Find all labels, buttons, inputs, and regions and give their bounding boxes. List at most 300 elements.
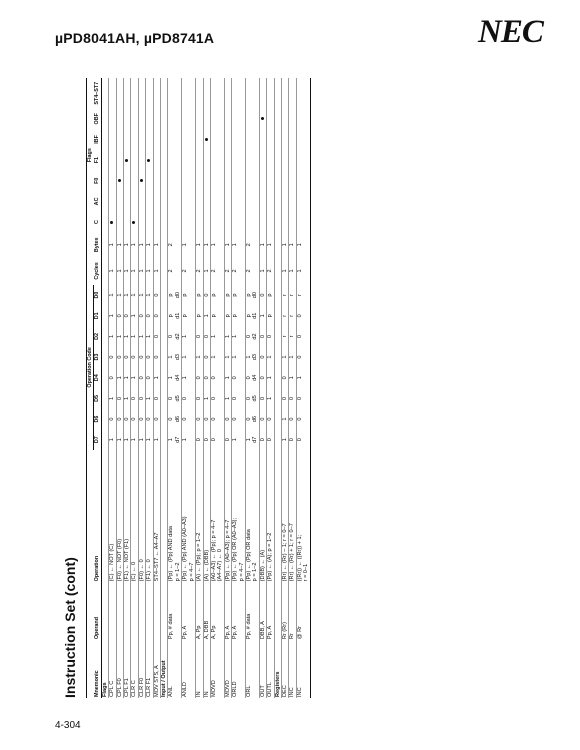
flag-ibf-cell bbox=[224, 129, 231, 150]
flag-f0-cell bbox=[138, 170, 145, 191]
bit-value: 0 bbox=[146, 376, 153, 380]
flag-c-cell bbox=[153, 212, 160, 233]
opcode-bit-d4 bbox=[182, 367, 196, 388]
flag-f0-cell bbox=[203, 170, 210, 191]
opcode-bit-d3 bbox=[203, 347, 210, 368]
bit-value: 1 bbox=[146, 396, 153, 400]
bit-value: p bbox=[168, 314, 175, 318]
table-row bbox=[182, 78, 196, 698]
table-row bbox=[168, 78, 182, 698]
cycles-cell: 1 bbox=[259, 257, 266, 285]
opcode-bit-d0 bbox=[267, 285, 274, 306]
flag-f0-cell bbox=[259, 170, 266, 191]
opcode-bit-d1 bbox=[196, 305, 203, 326]
operand-cell bbox=[109, 582, 116, 640]
col-header-operand: Operand bbox=[94, 582, 101, 640]
bit-value: 0 bbox=[131, 417, 138, 421]
cycles-cell: 1 bbox=[131, 257, 138, 285]
mnemonic-cell: MOVD bbox=[224, 640, 231, 698]
bit-value: 0 bbox=[196, 334, 203, 338]
data-bit: d0 bbox=[252, 291, 259, 299]
bit-value: 1 bbox=[168, 438, 175, 442]
operation-cell bbox=[138, 450, 145, 582]
flag-f1-cell bbox=[289, 150, 296, 171]
bit-value: 0 bbox=[182, 417, 189, 421]
mnemonic-cell: CLR F0 bbox=[138, 640, 145, 698]
operation-cell bbox=[210, 450, 224, 582]
operation-cell bbox=[296, 450, 310, 582]
opcode-bit-d3 bbox=[182, 347, 196, 368]
opcode-bit-d5 bbox=[289, 388, 296, 409]
bit-value: p bbox=[267, 314, 274, 318]
flag-f1-cell bbox=[259, 150, 266, 171]
operation-line: (Pp) ← (Pp) AND (A0–A3) bbox=[182, 516, 189, 582]
opcode-bit-d1 bbox=[153, 305, 160, 326]
opcode-bit-d4 bbox=[289, 367, 296, 388]
operand-cell: Pp, A bbox=[182, 582, 196, 640]
operation-line: (DBB) ← (A) bbox=[259, 549, 266, 582]
mnemonic-cell: MOV STS, A bbox=[153, 640, 160, 698]
bit-value: 1 bbox=[138, 293, 145, 297]
bit-value: 0 bbox=[153, 396, 160, 400]
opcode-bit-d2 bbox=[289, 326, 296, 347]
bit-value: 1 bbox=[224, 334, 231, 338]
flag-obf-cell bbox=[138, 108, 145, 129]
bit-value: 1 bbox=[138, 438, 145, 442]
flag-f0-cell bbox=[182, 170, 196, 191]
flag-ibf-cell bbox=[210, 129, 224, 150]
opcode-bit-d7 bbox=[153, 429, 160, 450]
flag-f1-cell bbox=[203, 150, 210, 171]
operation-cell bbox=[232, 450, 246, 582]
bit-value: 1 bbox=[196, 355, 203, 359]
flag-f0-cell bbox=[196, 170, 203, 191]
cycles-cell: 2 bbox=[224, 257, 231, 285]
table-row bbox=[146, 78, 153, 698]
operand-cell: Rr bbox=[289, 582, 296, 640]
opcode-bit-d4 bbox=[259, 367, 266, 388]
flag-st-cell bbox=[153, 78, 160, 108]
operand-cell: Pp, A bbox=[224, 582, 231, 640]
opcode-bit-d3 bbox=[146, 347, 153, 368]
opcode-bit-d3 bbox=[131, 347, 138, 368]
operation-line: (Pp) ← (Pp) OR (A0–A3); bbox=[232, 517, 239, 582]
cycles-cell: 2 bbox=[168, 257, 182, 285]
bit-value: 0 bbox=[267, 438, 274, 442]
flag-f0-cell bbox=[124, 170, 131, 191]
flag-f0-cell bbox=[168, 170, 182, 191]
operation-line: p = 4–7 bbox=[188, 562, 195, 582]
data-bit: d2 bbox=[174, 333, 181, 340]
document-title: µPD8041AH, µPD8741A bbox=[55, 30, 215, 46]
col-header-f0: F0 bbox=[94, 170, 101, 191]
flag-f1-cell bbox=[267, 150, 274, 171]
table-row bbox=[267, 78, 274, 698]
bit-value: 1 bbox=[116, 334, 123, 338]
bit-value: 0 bbox=[131, 396, 138, 400]
table-row bbox=[131, 78, 138, 698]
bit-value: 0 bbox=[259, 376, 266, 380]
data-bit: d5 bbox=[252, 395, 259, 402]
data-bit: d4 bbox=[252, 374, 259, 381]
flag-obf-cell bbox=[196, 108, 203, 129]
mnemonic-cell: CPL C bbox=[109, 640, 116, 698]
opcode-bit-d0 bbox=[281, 285, 288, 306]
flag-ac-cell bbox=[224, 191, 231, 212]
flag-f1-cell bbox=[168, 150, 182, 171]
opcode-bit-d0 bbox=[245, 285, 259, 306]
operation-cell bbox=[109, 450, 116, 582]
operand-cell: A, DBB bbox=[203, 582, 210, 640]
opcode-bit-d1 bbox=[146, 305, 153, 326]
operation-cell bbox=[281, 450, 288, 582]
opcode-bit-d2 bbox=[232, 326, 246, 347]
bit-value: 0 bbox=[196, 396, 203, 400]
cycles-cell: 1 bbox=[289, 257, 296, 285]
bit-value: 0 bbox=[116, 396, 123, 400]
bit-value: 0 bbox=[259, 293, 266, 297]
bit-value: 0 bbox=[153, 334, 160, 338]
opcode-bit-d5 bbox=[116, 388, 123, 409]
data-bit: d6 bbox=[174, 415, 181, 423]
opcode-bit-d2 bbox=[116, 326, 123, 347]
flag-f1-cell bbox=[245, 150, 259, 171]
data-bit: d3 bbox=[252, 353, 259, 361]
opcode-bit-d4 bbox=[138, 367, 145, 388]
bit-value: 0 bbox=[296, 396, 303, 400]
opcode-bit-d6 bbox=[289, 409, 296, 430]
bytes-cell: 1 bbox=[116, 232, 123, 257]
bytes-cell: 1 bbox=[203, 232, 210, 257]
flag-c-cell bbox=[146, 212, 153, 233]
flag-obf-cell bbox=[267, 108, 274, 129]
bit-value: 1 bbox=[245, 438, 252, 442]
opcode-bit-d7 bbox=[289, 429, 296, 450]
operation-cell bbox=[259, 450, 266, 582]
opcode-bit-d4 bbox=[224, 367, 231, 388]
data-bit: d2 bbox=[252, 333, 259, 340]
operation-cell bbox=[196, 450, 203, 582]
bit-value: p bbox=[210, 314, 217, 318]
table-row bbox=[138, 78, 145, 698]
bytes-cell: 1 bbox=[109, 232, 116, 257]
operation-line: (F0) ← NOT (F0) bbox=[116, 538, 123, 582]
bytes-cell: 1 bbox=[124, 232, 131, 257]
opcode-bit-d5 bbox=[232, 388, 246, 409]
bit-value: 1 bbox=[116, 293, 123, 297]
bit-value: 0 bbox=[138, 355, 145, 359]
opcode-bit-d0 bbox=[168, 285, 182, 306]
flag-st-cell bbox=[138, 78, 145, 108]
opcode-bit-d2 bbox=[281, 326, 288, 347]
bit-value: p bbox=[245, 293, 252, 297]
data-bit: d4 bbox=[174, 374, 181, 381]
flag-ibf-cell bbox=[124, 129, 131, 150]
operation-line: (F0) ← 0 bbox=[138, 559, 145, 582]
flag-ac-cell bbox=[289, 191, 296, 212]
opcode-bit-d7 bbox=[232, 429, 246, 450]
opcode-bit-d1 bbox=[116, 305, 123, 326]
opcode-bit-d6 bbox=[267, 409, 274, 430]
flag-ibf-cell bbox=[109, 129, 116, 150]
col-header-d1: D1 bbox=[94, 305, 101, 326]
opcode-bit-d4 bbox=[124, 367, 131, 388]
opcode-bit-d7 bbox=[124, 429, 131, 450]
operation-line: ST4–ST7 ← A4–A7 bbox=[153, 532, 160, 582]
flag-c-cell bbox=[289, 212, 296, 233]
opcode-bit-d1 bbox=[131, 305, 138, 326]
operand-cell: @ Rr bbox=[296, 582, 310, 640]
bit-value: 0 bbox=[232, 376, 239, 380]
bit-value: 1 bbox=[210, 355, 217, 359]
flag-f0-cell bbox=[146, 170, 153, 191]
bit-value: 1 bbox=[289, 355, 296, 359]
bit-value: p bbox=[224, 293, 231, 297]
bit-value: 1 bbox=[232, 355, 239, 359]
bytes-cell: 1 bbox=[267, 232, 274, 257]
operation-cell bbox=[267, 450, 274, 582]
opcode-bit-d1 bbox=[267, 305, 274, 326]
bit-value: 0 bbox=[153, 417, 160, 421]
operand-cell: DBB, A bbox=[259, 582, 266, 640]
table-row bbox=[210, 78, 224, 698]
col-header-d7: D7 bbox=[94, 429, 101, 450]
flag-c-cell bbox=[196, 212, 203, 233]
opcode-bit-d4 bbox=[203, 367, 210, 388]
flag-affected-dot bbox=[118, 179, 121, 182]
opcode-bit-d6 bbox=[232, 409, 246, 430]
cycles-cell: 2 bbox=[182, 257, 196, 285]
opcode-bit-d2 bbox=[224, 326, 231, 347]
bit-value: 0 bbox=[203, 376, 210, 380]
bit-value: 1 bbox=[203, 396, 210, 400]
bit-value: 0 bbox=[245, 376, 252, 380]
opcode-bit-d7 bbox=[267, 429, 274, 450]
bit-value: 1 bbox=[109, 334, 116, 338]
operation-cell bbox=[289, 450, 296, 582]
flag-affected-dot bbox=[110, 221, 113, 224]
flag-c-cell bbox=[203, 212, 210, 233]
table-row bbox=[289, 78, 296, 698]
bit-value: 1 bbox=[124, 438, 131, 442]
opcode-bit-d1 bbox=[138, 305, 145, 326]
opcode-bit-d0 bbox=[210, 285, 224, 306]
data-bit: d1 bbox=[174, 312, 181, 319]
flag-f0-cell bbox=[232, 170, 246, 191]
opcode-bit-d0 bbox=[296, 285, 310, 306]
operand-cell: A, Pp bbox=[196, 582, 203, 640]
bit-value: 0 bbox=[138, 376, 145, 380]
flag-c-cell bbox=[168, 212, 182, 233]
opcode-bit-d6 bbox=[182, 409, 196, 430]
flag-f1-cell bbox=[146, 150, 153, 171]
opcode-bit-d5 bbox=[203, 388, 210, 409]
bit-value: 0 bbox=[245, 334, 252, 338]
flag-ac-cell bbox=[296, 191, 310, 212]
opcode-group-header: Operation Code bbox=[87, 285, 94, 450]
bit-value: r bbox=[296, 294, 303, 297]
cycles-cell: 1 bbox=[124, 257, 131, 285]
opcode-bit-d2 bbox=[124, 326, 131, 347]
opcode-bit-d5 bbox=[131, 388, 138, 409]
bit-value: 0 bbox=[210, 417, 217, 421]
bit-value: 0 bbox=[232, 417, 239, 421]
opcode-bit-d4 bbox=[210, 367, 224, 388]
header-row-groups bbox=[87, 78, 94, 698]
bit-value: 0 bbox=[131, 355, 138, 359]
opcode-bit-d0 bbox=[131, 285, 138, 306]
flag-st-cell bbox=[210, 78, 224, 108]
bit-value: 0 bbox=[203, 438, 210, 442]
opcode-bit-d6 bbox=[168, 409, 182, 430]
bit-value: 1 bbox=[267, 355, 274, 359]
flag-st-cell bbox=[196, 78, 203, 108]
bit-value: p bbox=[196, 293, 203, 297]
data-bit: d7 bbox=[252, 436, 259, 443]
instruction-set-table bbox=[86, 78, 311, 698]
mnemonic-cell: IN bbox=[196, 640, 203, 698]
bit-value: 1 bbox=[232, 438, 239, 442]
bytes-cell: 1 bbox=[259, 232, 266, 257]
flag-f1-cell bbox=[224, 150, 231, 171]
mnemonic-cell: OUT bbox=[259, 640, 266, 698]
flag-f1-cell bbox=[153, 150, 160, 171]
bytes-cell: 1 bbox=[289, 232, 296, 257]
opcode-bit-d4 bbox=[196, 367, 203, 388]
bit-value: 1 bbox=[203, 314, 210, 318]
table-title: Instruction Set (cont) bbox=[62, 557, 78, 698]
flag-c-cell bbox=[224, 212, 231, 233]
operation-cell bbox=[153, 450, 160, 582]
flag-obf-cell bbox=[210, 108, 224, 129]
bytes-cell: 1 bbox=[131, 232, 138, 257]
flag-st-cell bbox=[224, 78, 231, 108]
operation-line: (A) ← (Pp); p = 1–2 bbox=[196, 532, 203, 582]
flag-f0-cell bbox=[109, 170, 116, 191]
bit-value: p bbox=[168, 293, 175, 297]
operation-line: p = 1–2 bbox=[174, 562, 181, 582]
opcode-bit-d0 bbox=[138, 285, 145, 306]
flag-ac-cell bbox=[168, 191, 182, 212]
operation-line: (F1) ← NOT (F1) bbox=[124, 538, 131, 582]
flag-f0-cell bbox=[153, 170, 160, 191]
flag-ac-cell bbox=[116, 191, 123, 212]
flag-ac-cell bbox=[196, 191, 203, 212]
flag-ibf-cell bbox=[245, 129, 259, 150]
opcode-bit-d5 bbox=[245, 388, 259, 409]
flag-ibf-cell bbox=[267, 129, 274, 150]
bytes-cell: 1 bbox=[232, 232, 246, 257]
opcode-bit-d3 bbox=[196, 347, 203, 368]
bytes-cell: 1 bbox=[196, 232, 203, 257]
opcode-bit-d1 bbox=[224, 305, 231, 326]
opcode-bit-d0 bbox=[153, 285, 160, 306]
opcode-bit-d6 bbox=[281, 409, 288, 430]
opcode-bit-d5 bbox=[210, 388, 224, 409]
table-row bbox=[259, 78, 266, 698]
flag-ibf-cell bbox=[259, 129, 266, 150]
mnemonic-cell: ANL bbox=[168, 640, 182, 698]
opcode-bit-d0 bbox=[203, 285, 210, 306]
flag-ac-cell bbox=[281, 191, 288, 212]
mnemonic-cell: INC bbox=[296, 640, 310, 698]
opcode-bit-d6 bbox=[116, 409, 123, 430]
flag-st-cell bbox=[131, 78, 138, 108]
opcode-bit-d1 bbox=[124, 305, 131, 326]
section-label: Registers bbox=[274, 78, 281, 698]
bit-value: 1 bbox=[153, 376, 160, 380]
col-header-d0: D0 bbox=[94, 285, 101, 306]
bit-value: 1 bbox=[168, 376, 175, 380]
bit-value: 1 bbox=[109, 396, 116, 400]
operation-line: (A) ← (DBB) bbox=[203, 549, 210, 582]
flag-ac-cell bbox=[203, 191, 210, 212]
bit-value: p bbox=[232, 293, 239, 297]
flag-ac-cell bbox=[232, 191, 246, 212]
mnemonic-cell: CPL F1 bbox=[124, 640, 131, 698]
col-header-d5: D5 bbox=[94, 388, 101, 409]
opcode-bit-d0 bbox=[109, 285, 116, 306]
opcode-bit-d4 bbox=[296, 367, 310, 388]
flag-ac-cell bbox=[153, 191, 160, 212]
bit-value: 0 bbox=[296, 355, 303, 359]
mnemonic-cell: OUTL bbox=[267, 640, 274, 698]
bit-value: 0 bbox=[259, 334, 266, 338]
flag-st-cell bbox=[168, 78, 182, 108]
mnemonic-cell: ORL bbox=[245, 640, 259, 698]
mnemonic-cell: IN bbox=[203, 640, 210, 698]
opcode-bit-d7 bbox=[210, 429, 224, 450]
bit-value: 1 bbox=[289, 376, 296, 380]
bit-value: 1 bbox=[116, 376, 123, 380]
flag-st-cell bbox=[259, 78, 266, 108]
operation-line: (Pp) ← (A0–A3); p = 4–7 bbox=[224, 519, 231, 582]
flag-obf-cell bbox=[182, 108, 196, 129]
header-row-columns bbox=[94, 78, 101, 698]
opcode-bit-d1 bbox=[109, 305, 116, 326]
bit-value: 1 bbox=[182, 355, 189, 359]
bit-value: p bbox=[245, 314, 252, 318]
operation-line: (Pp) ← (A); p = 1–2 bbox=[267, 532, 274, 582]
opcode-bit-d1 bbox=[232, 305, 246, 326]
bit-value: 0 bbox=[109, 355, 116, 359]
bit-value: 0 bbox=[289, 438, 296, 442]
bytes-cell: 1 bbox=[182, 232, 196, 257]
flag-c-cell bbox=[131, 212, 138, 233]
opcode-bit-d2 bbox=[196, 326, 203, 347]
bit-value: 0 bbox=[296, 314, 303, 318]
operation-cell bbox=[182, 450, 196, 582]
section-row-flags bbox=[101, 78, 108, 698]
opcode-bit-d6 bbox=[245, 409, 259, 430]
cycles-cell: 1 bbox=[116, 257, 123, 285]
bit-value: 1 bbox=[146, 438, 153, 442]
flag-f1-cell bbox=[116, 150, 123, 171]
bytes-cell: 1 bbox=[296, 232, 310, 257]
cycles-cell: 1 bbox=[146, 257, 153, 285]
bit-value: 0 bbox=[116, 417, 123, 421]
bytes-cell: 1 bbox=[210, 232, 224, 257]
opcode-bit-d6 bbox=[296, 409, 310, 430]
opcode-bit-d2 bbox=[296, 326, 310, 347]
flag-st-cell bbox=[296, 78, 310, 108]
flag-ac-cell bbox=[109, 191, 116, 212]
bit-value: 0 bbox=[116, 355, 123, 359]
opcode-bit-d6 bbox=[146, 409, 153, 430]
bit-value: 1 bbox=[109, 293, 116, 297]
table-row bbox=[232, 78, 246, 698]
opcode-bit-d4 bbox=[168, 367, 182, 388]
